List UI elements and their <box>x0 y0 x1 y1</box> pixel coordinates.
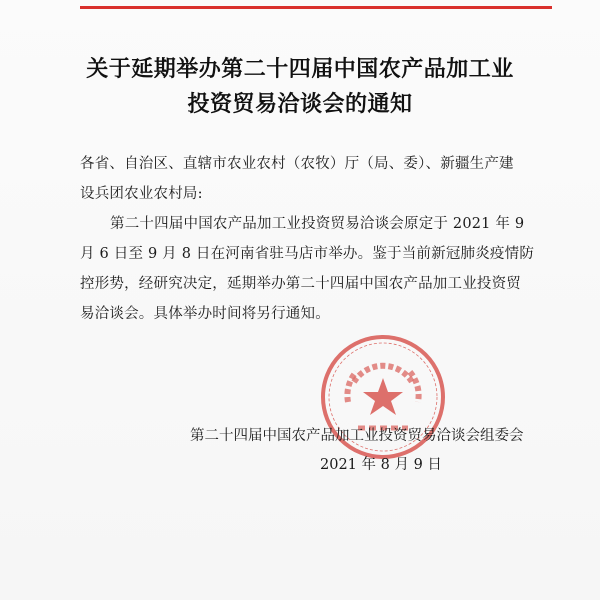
paragraph-line-1: 第二十四届中国农产品加工业投资贸易洽谈会原定于 2021 年 9 <box>110 216 525 232</box>
paragraph-line-3: 控形势，经研究决定，延期举办第二十四届中国农产品加工业投资贸 <box>80 276 521 292</box>
salutation-line-1: 各省、自治区、直辖市农业农村（农牧）厅（局、委）、新疆生产建 <box>80 156 514 172</box>
document-title-line-2: 投资贸易洽谈会的通知 <box>187 92 413 117</box>
signature-organization: 第二十四届中国农产品加工业投资贸易洽谈会组委会 <box>190 428 524 444</box>
paragraph-line-2: 月 6 日至 9 月 8 日在河南省驻马店市举办。鉴于当前新冠肺炎疫情防 <box>80 246 535 262</box>
document-title-line-1: 关于延期举办第二十四届中国农产品加工业 <box>86 57 514 82</box>
red-header-rule <box>80 6 552 9</box>
star-icon <box>363 378 403 415</box>
salutation-line-2: 设兵团农业农村局: <box>80 186 203 202</box>
signature-date: 2021 年 8 月 9 日 <box>320 457 442 473</box>
paragraph-line-4: 易洽谈会。具体举办时间将另行通知。 <box>80 306 330 322</box>
